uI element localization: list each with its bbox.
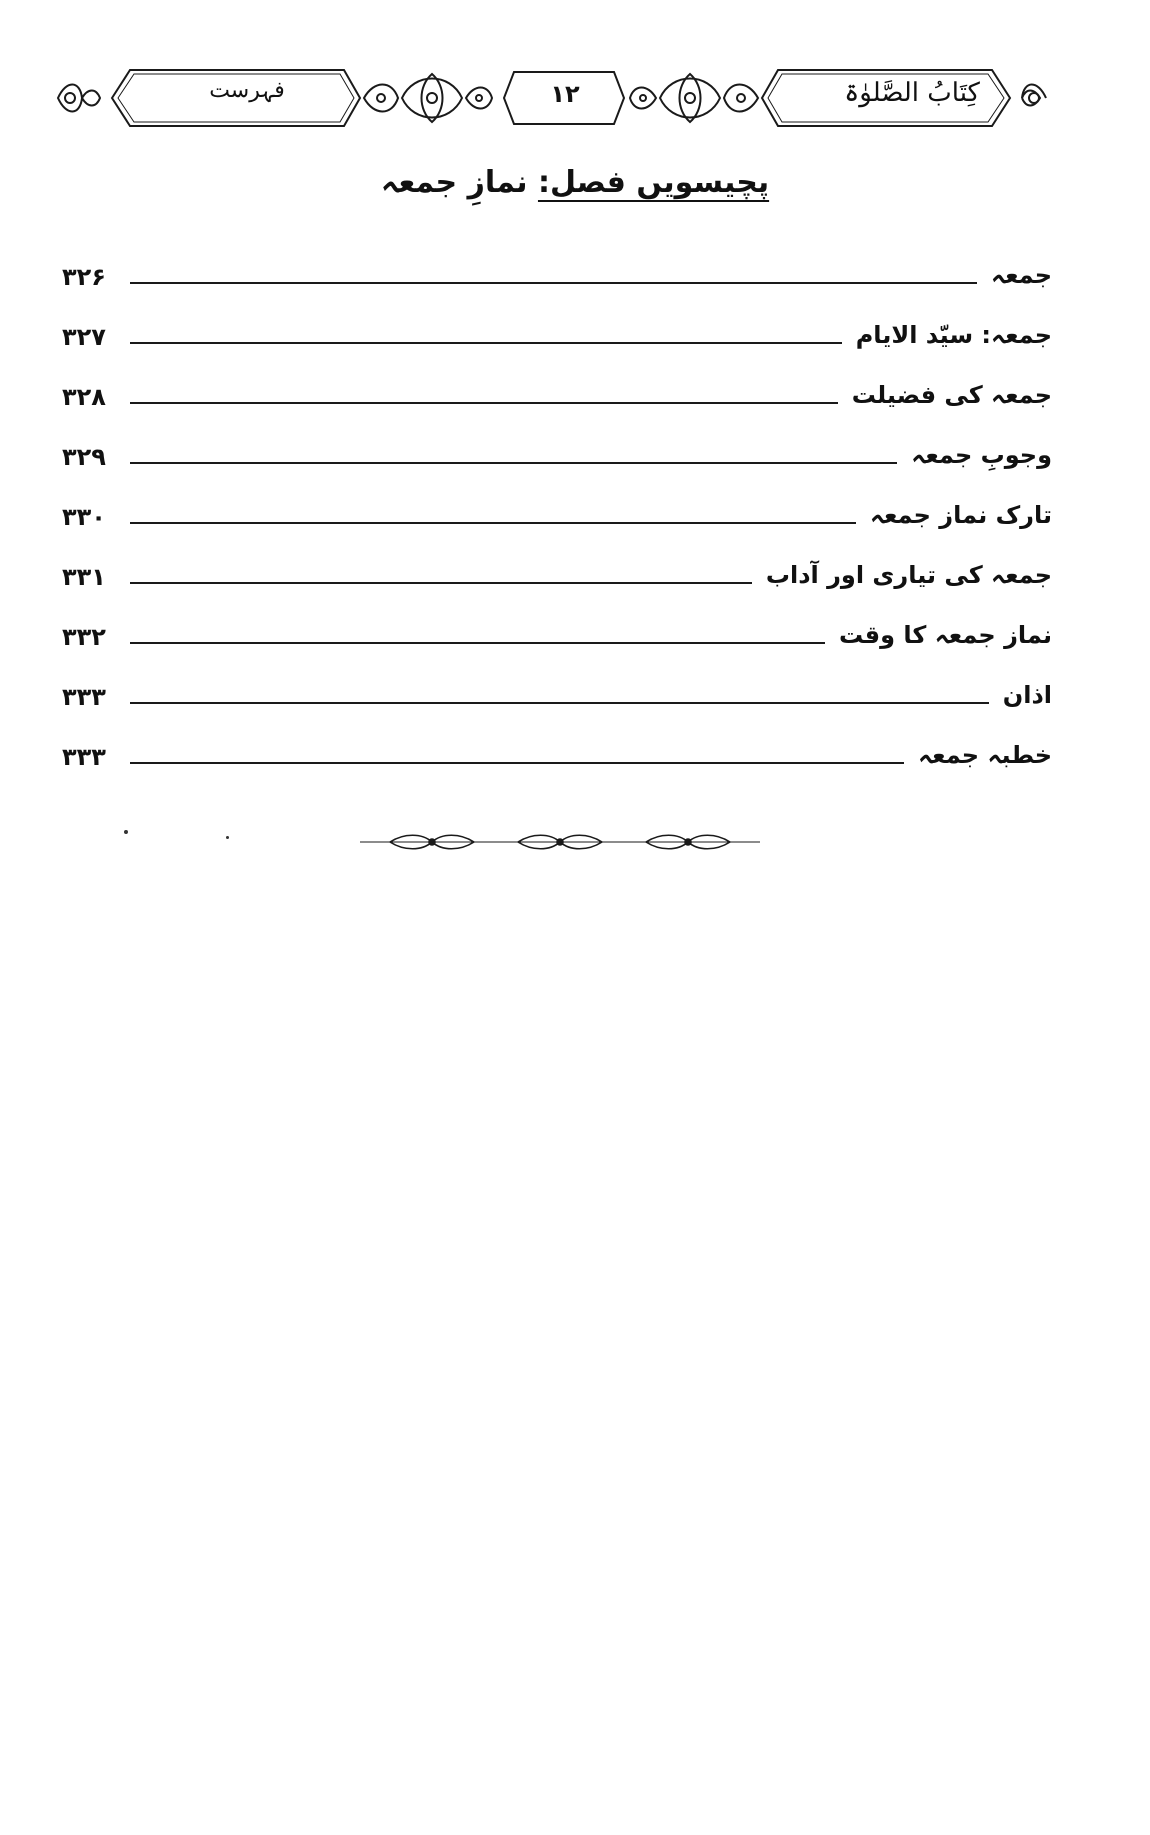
chapter-number-label: پچیسویں فصل:	[537, 165, 770, 200]
leader-line	[130, 640, 825, 644]
leader-line	[130, 400, 838, 404]
table-of-contents	[62, 232, 1052, 772]
toc-entry[interactable]	[62, 712, 1052, 772]
toc-entry[interactable]	[62, 232, 1052, 292]
toc-entry-title: اذان	[1002, 680, 1052, 709]
section-divider-ornament	[360, 830, 760, 854]
toc-entry[interactable]	[62, 472, 1052, 532]
toc-entry-title: خطبہ جمعہ	[918, 740, 1052, 769]
toc-entry[interactable]	[62, 412, 1052, 472]
page-number: ۱۲	[550, 80, 580, 108]
scan-speck	[124, 830, 128, 834]
toc-entry-page: ۳۲۷	[62, 322, 106, 351]
leader-line	[130, 520, 856, 524]
chapter-heading	[300, 165, 850, 200]
header-section-title: فہرست	[209, 78, 285, 103]
toc-entry-title: جمعہ: سیّد الایام	[855, 320, 1052, 349]
toc-entry-page: ۳۲۶	[62, 262, 106, 291]
toc-entry-page: ۳۳۱	[62, 562, 106, 591]
toc-entry-title: تارک نماز جمعہ	[869, 500, 1052, 529]
leader-line	[130, 580, 752, 584]
toc-entry-page: ۳۲۸	[62, 382, 106, 411]
leader-line	[130, 460, 897, 464]
toc-entry-page: ۳۳۲	[62, 622, 106, 651]
leader-line	[130, 340, 842, 344]
toc-entry-title: جمعہ کی فضیلت	[851, 380, 1052, 409]
page-header	[52, 58, 1052, 140]
toc-entry[interactable]	[62, 652, 1052, 712]
leader-line	[130, 700, 989, 704]
toc-entry-page: ۳۲۹	[62, 442, 106, 471]
toc-entry-title: نماز جمعہ کا وقت	[839, 620, 1052, 649]
toc-entry[interactable]	[62, 532, 1052, 592]
toc-entry-title: جمعہ کی تیاری اور آداب	[765, 560, 1052, 589]
header-book-title: کِتَابُ الصَّلوٰۃ	[844, 78, 980, 108]
scan-speck	[226, 836, 229, 839]
toc-entry-title: جمعہ	[991, 260, 1052, 289]
leader-line	[130, 760, 904, 764]
toc-entry-page: ۳۳۳	[62, 682, 106, 711]
toc-entry-page: ۳۳۳	[62, 742, 106, 771]
toc-entry-title: وجوبِ جمعہ	[911, 440, 1052, 469]
toc-entry-page: ۳۳۰	[62, 502, 106, 531]
toc-entry[interactable]	[62, 352, 1052, 412]
toc-entry[interactable]	[62, 592, 1052, 652]
chapter-title: نمازِ جمعہ	[380, 165, 528, 200]
leader-line	[130, 280, 977, 284]
toc-entry[interactable]	[62, 292, 1052, 352]
